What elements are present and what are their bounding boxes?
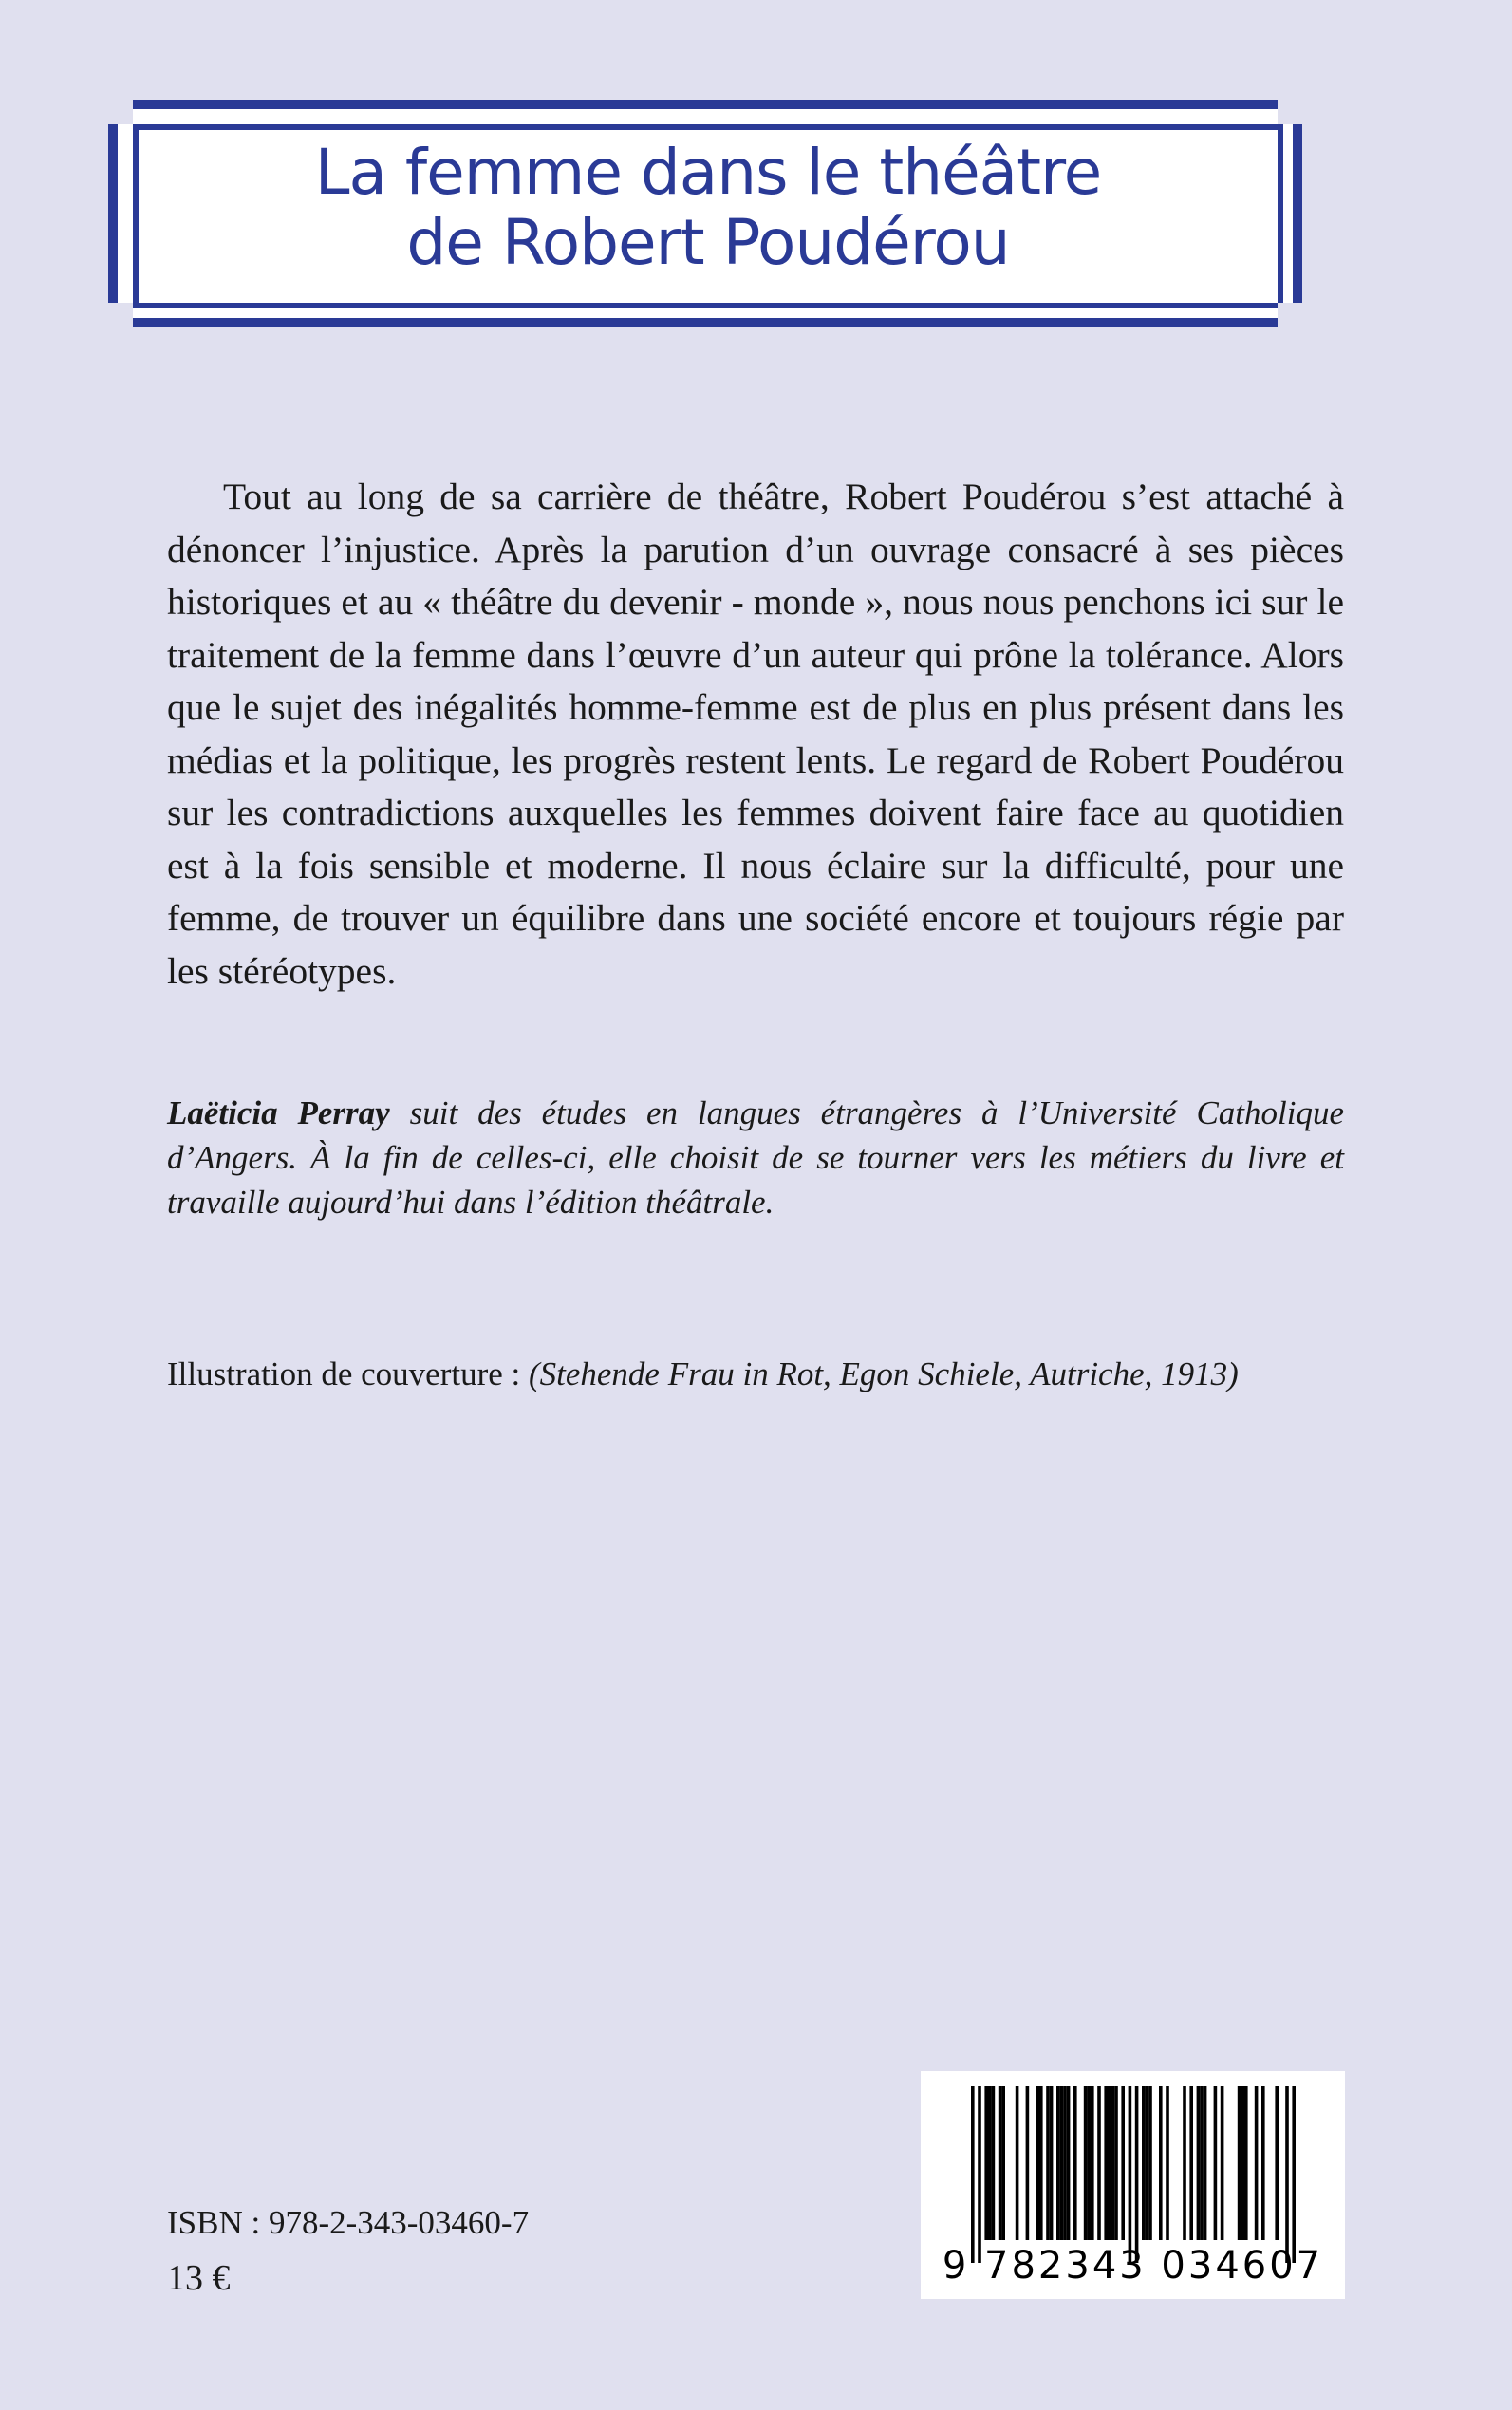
author-name: Laëticia Perray (167, 1094, 390, 1131)
illustration-credit (167, 1352, 1401, 1396)
price: 13 € (167, 2258, 231, 2298)
barcode-bar (1111, 2086, 1115, 2240)
barcode-bar (1221, 2086, 1224, 2240)
barcode-digits: 9 782343 034607 (942, 2244, 1324, 2288)
barcode-bar (1183, 2086, 1186, 2240)
barcode-bar (1046, 2086, 1050, 2240)
barcode-bar (1241, 2086, 1244, 2240)
barcode-bar (1073, 2086, 1077, 2240)
barcode-bar (1097, 2086, 1101, 2240)
barcode-bar (1214, 2086, 1218, 2240)
illustration-label: Illustration de couverture : (167, 1355, 529, 1392)
barcode-bar (1148, 2086, 1152, 2240)
barcode-bar (1121, 2086, 1125, 2240)
barcode-bar (1091, 2086, 1094, 2240)
barcode-bar (1129, 2086, 1132, 2263)
barcode-bar (1197, 2086, 1201, 2240)
barcode-bar (1275, 2086, 1279, 2240)
barcode-bar (978, 2086, 981, 2263)
barcode-bar (992, 2086, 996, 2240)
barcode-bar (1060, 2086, 1064, 2240)
barcode-bar (1200, 2086, 1204, 2240)
barcode-bar (1056, 2086, 1060, 2240)
barcode-bar (1244, 2086, 1248, 2240)
barcode-bar (999, 2086, 1002, 2240)
book-title (133, 138, 1283, 278)
barcode-bar (1063, 2086, 1067, 2240)
title-line-2: de Robert Poudérou (406, 206, 1010, 279)
illustration-caption: (Stehende Frau in Rot, Egon Schiele, Autriche, 1913) (528, 1355, 1239, 1392)
barcode-bar (988, 2086, 992, 2240)
barcode-bar (1204, 2086, 1207, 2240)
barcode-bar (1026, 2086, 1030, 2240)
author-bio-text: suit des études en langues étrangères à l’Université Catholique d’Angers. À la fin de celles-ci, elle choisit de se tourner vers les métiers du livre et travaille aujourd’hui dans l’édition théâtrale. (167, 1094, 1345, 1221)
barcode-bar (1104, 2086, 1108, 2240)
barcode-bar (1292, 2086, 1296, 2263)
barcode-bar (1036, 2086, 1039, 2240)
barcode-bar (1146, 2086, 1149, 2240)
barcode-bar (1142, 2086, 1146, 2240)
barcode-bar (1087, 2086, 1091, 2240)
barcode-bar (1238, 2086, 1241, 2240)
barcode-bar (1067, 2086, 1071, 2240)
barcode-bar (1114, 2086, 1118, 2240)
barcode-bar (1166, 2086, 1169, 2240)
barcode (921, 2071, 1345, 2299)
barcode-bar (984, 2086, 988, 2240)
isbn: ISBN : 978-2-343-03460-7 (167, 2204, 530, 2241)
barcode-bar (1084, 2086, 1088, 2240)
blurb-paragraph: Tout au long de sa carrière de théâtre, Robert Poudérou s’est attaché à dénoncer l’injustice. Après la parution d’un ouvrage consacré à ses pièces historiques et au « théâtre du devenir - monde », nous nous penchons ici sur le traitement de la femme dans l’œuvre d’un auteur qui prône la tolérance. Alors que le sujet des inégalités homme-femme est de plus en plus présent dans les médias et la politique, les progrès restent lents. Le regard de Robert Poudérou sur les contradictions auxquelles les femmes doivent faire face au quotidien est à la fois sensible et moderne. Il nous éclaire sur la difficulté, pour une femme, de trouver un équilibre dans une société encore et toujours régie par les stéréotypes. (167, 476, 1344, 992)
barcode-bar (1159, 2086, 1163, 2240)
barcode-bar (1189, 2086, 1193, 2240)
barcode-bar (1016, 2086, 1019, 2240)
title-line-1: La femme dans le théâtre (314, 136, 1102, 209)
barcode-bar (1001, 2086, 1005, 2240)
barcode-bar (971, 2086, 975, 2263)
barcode-bar (1261, 2086, 1265, 2240)
barcode-bar (1050, 2086, 1054, 2240)
barcode-bar (1255, 2086, 1259, 2240)
author-bio (167, 1091, 1344, 1224)
barcode-bar (1108, 2086, 1111, 2240)
barcode-bar (1135, 2086, 1139, 2263)
barcode-bar (1285, 2086, 1289, 2263)
barcode-bar (1039, 2086, 1043, 2240)
